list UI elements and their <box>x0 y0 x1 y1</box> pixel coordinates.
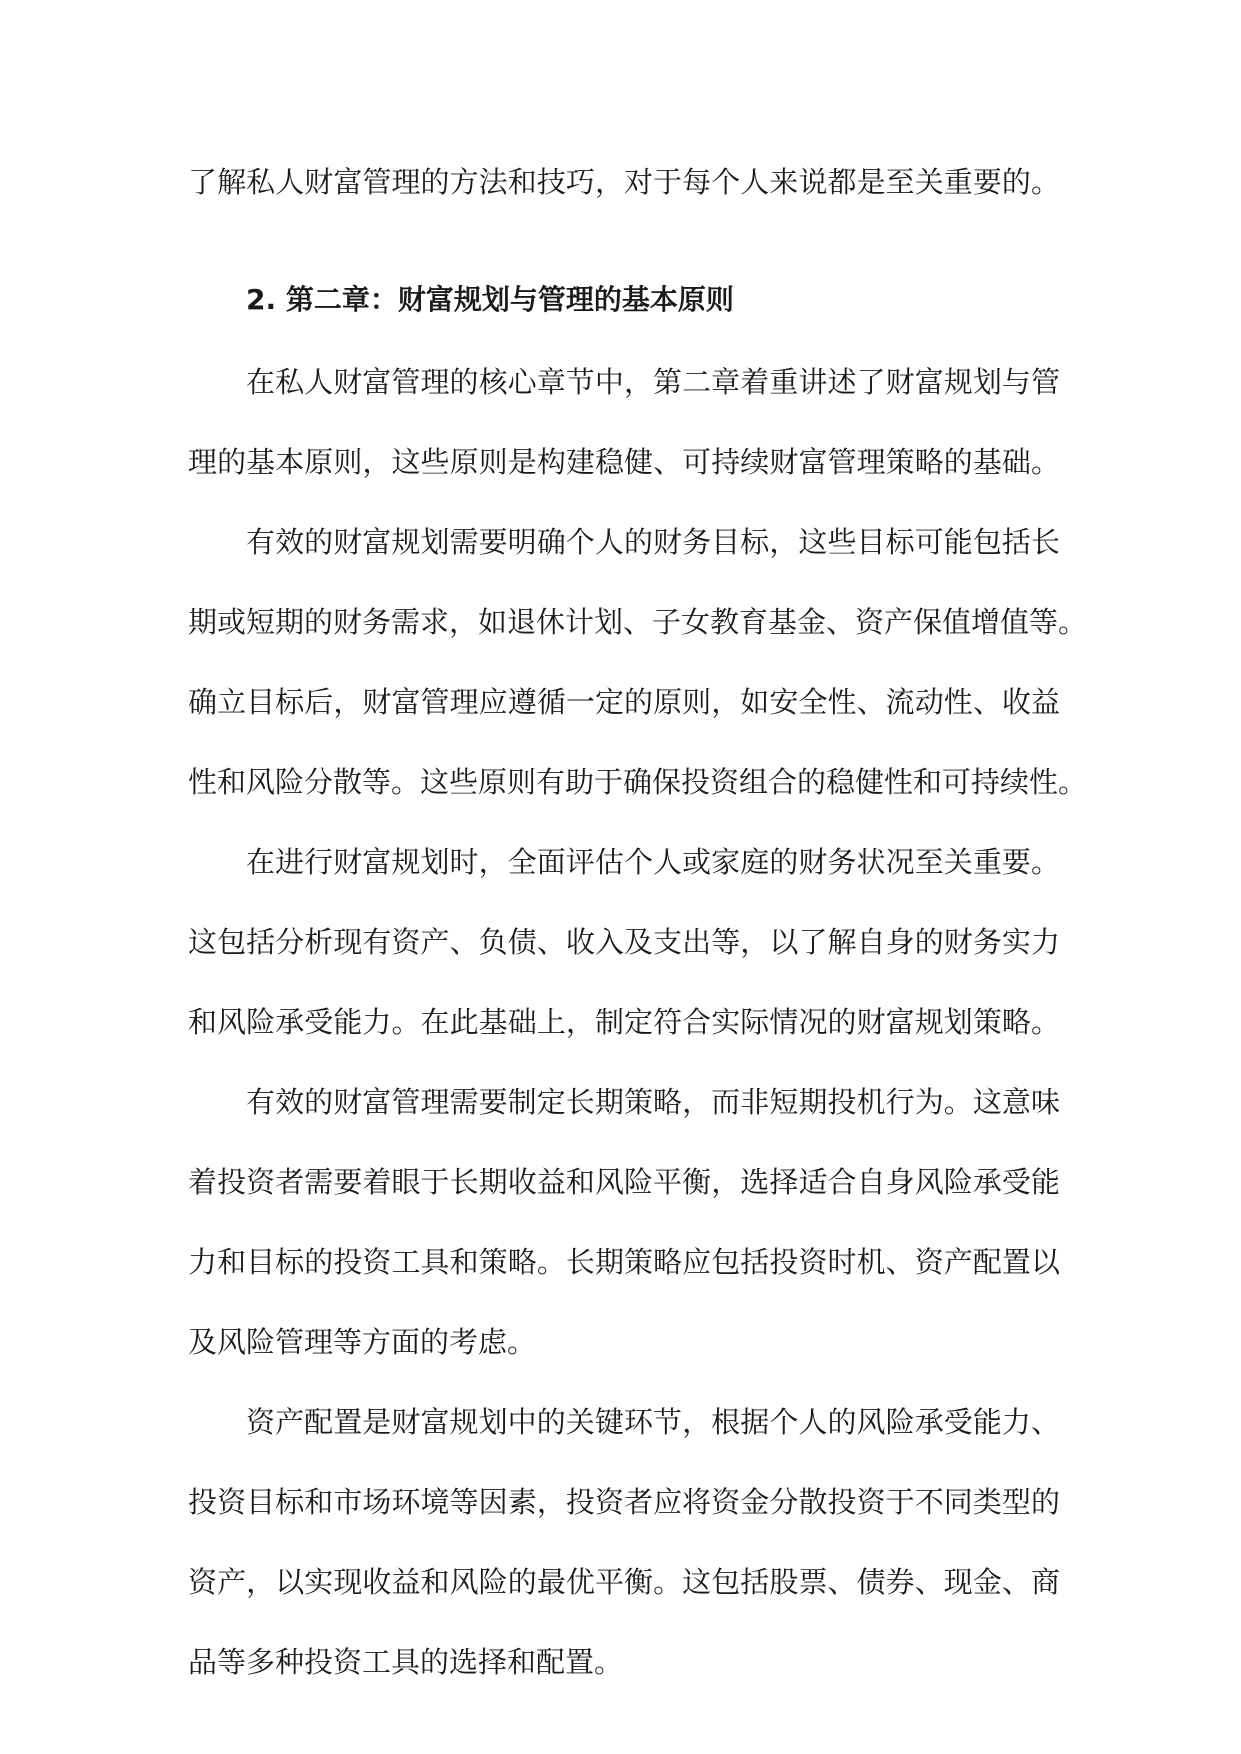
text-line: 期或短期的财务需求，如退休计划、子女教育基金、资产保值增值等。 <box>188 605 1088 639</box>
text-line: 及风险管理等方面的考虑。 <box>188 1325 537 1359</box>
text-line: 在私人财富管理的核心章节中，第二章着重讲述了财富规划与管 <box>246 365 1060 399</box>
text-line: 投资目标和市场环境等因素，投资者应将资金分散投资于不同类型的 <box>188 1485 1060 1519</box>
text-line: 性和风险分散等。这些原则有助于确保投资组合的稳健性和可持续性。 <box>188 765 1088 799</box>
paragraph-4 <box>188 1062 1060 1382</box>
text-line: 有效的财富管理需要制定长期策略，而非短期投机行为。这意味 <box>246 1085 1060 1119</box>
text-line: 品等多种投资工具的选择和配置。 <box>188 1645 624 1679</box>
text-line: 了解私人财富管理的方法和技巧，对于每个人来说都是至关重要的。 <box>188 165 1060 199</box>
text-line: 着投资者需要着眼于长期收益和风险平衡，选择适合自身风险承受能 <box>188 1165 1060 1199</box>
text-line: 理的基本原则，这些原则是构建稳健、可持续财富管理策略的基础。 <box>188 445 1060 479</box>
chapter-heading <box>188 260 1060 340</box>
paragraph-5 <box>188 1382 1060 1702</box>
text-line: 在进行财富规划时，全面评估个人或家庭的财务状况至关重要。 <box>246 845 1060 879</box>
document-body <box>188 142 1088 1702</box>
text-line: 资产配置是财富规划中的关键环节，根据个人的风险承受能力、 <box>246 1405 1060 1439</box>
text-line: 力和目标的投资工具和策略。长期策略应包括投资时机、资产配置以 <box>188 1245 1060 1279</box>
text-line: 确立目标后，财富管理应遵循一定的原则，如安全性、流动性、收益 <box>188 685 1060 719</box>
paragraph-3 <box>188 822 1060 1062</box>
heading-number: 2. <box>246 283 277 316</box>
heading-title: 第二章：财富规划与管理的基本原则 <box>285 283 734 316</box>
paragraph-2 <box>188 502 1088 822</box>
intro-paragraph <box>188 142 1060 222</box>
paragraph-1 <box>188 342 1060 502</box>
text-line: 和风险承受能力。在此基础上，制定符合实际情况的财富规划策略。 <box>188 1005 1060 1039</box>
text-line: 资产，以实现收益和风险的最优平衡。这包括股票、债券、现金、商 <box>188 1565 1060 1599</box>
text-line: 有效的财富规划需要明确个人的财务目标，这些目标可能包括长 <box>246 525 1060 559</box>
text-line: 这包括分析现有资产、负债、收入及支出等，以了解自身的财务实力 <box>188 925 1060 959</box>
